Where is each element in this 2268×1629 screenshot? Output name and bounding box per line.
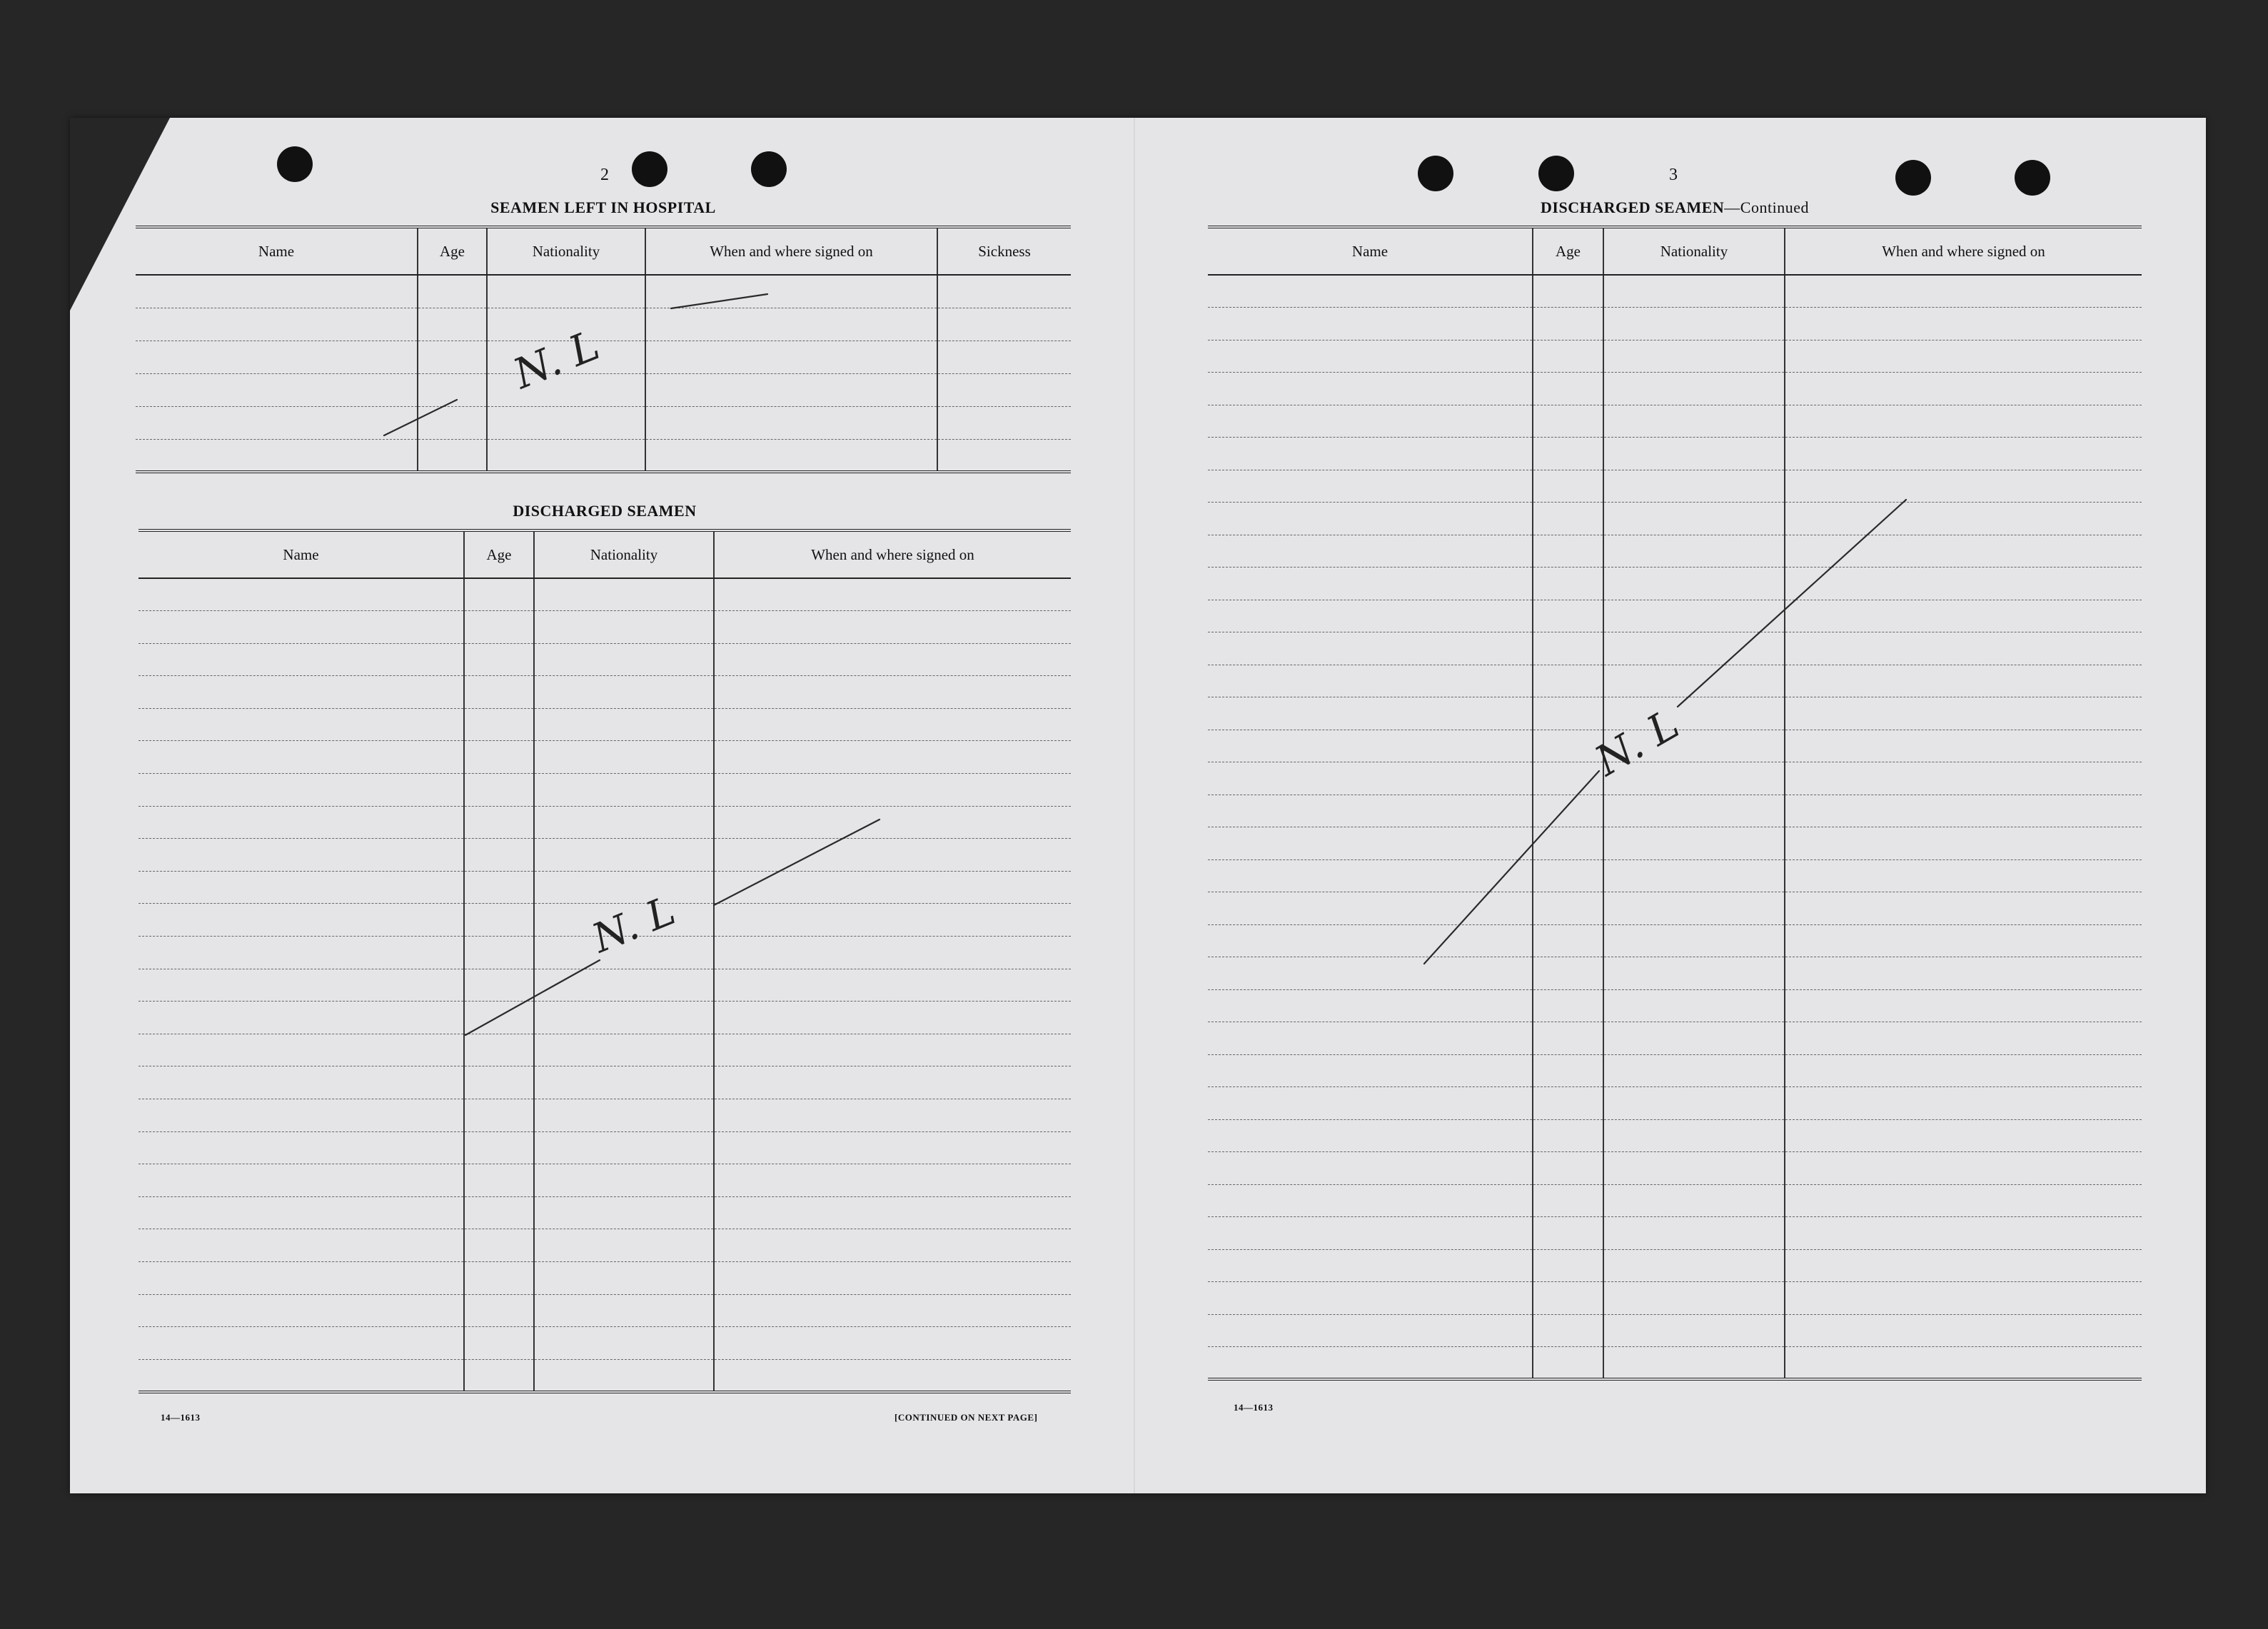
strike-line bbox=[384, 400, 457, 435]
annotation-nil: N. L bbox=[506, 321, 606, 398]
right-form-number: 14—1613 bbox=[1234, 1402, 1274, 1413]
right-page-number: 3 bbox=[1669, 166, 1678, 184]
col-header-age: Age bbox=[418, 227, 487, 275]
col-header-signed-on: When and where signed on bbox=[1785, 227, 2142, 275]
col-header-name: Name bbox=[1208, 227, 1533, 275]
annotation-nil: N. L bbox=[1587, 700, 1688, 786]
col-header-signed-on: When and where signed on bbox=[645, 227, 937, 275]
strike-line bbox=[1424, 771, 1599, 964]
right-title-suffix: —Continued bbox=[1724, 198, 1809, 216]
annotation-nil: N. L bbox=[585, 887, 682, 962]
left-page-number: 2 bbox=[600, 166, 609, 184]
col-header-nationality: Nationality bbox=[534, 530, 714, 578]
col-header-name: Name bbox=[136, 227, 418, 275]
col-header-age: Age bbox=[1533, 227, 1603, 275]
col-header-nationality: Nationality bbox=[487, 227, 645, 275]
col-header-signed-on: When and where signed on bbox=[714, 530, 1071, 578]
strike-line bbox=[671, 294, 767, 308]
left-form-number: 14—1613 bbox=[161, 1412, 201, 1423]
hospital-section-title: SEAMEN LEFT IN HOSPITAL bbox=[490, 198, 716, 216]
continued-note: [CONTINUED ON NEXT PAGE] bbox=[894, 1412, 1038, 1423]
strike-line bbox=[465, 960, 600, 1035]
col-header-nationality: Nationality bbox=[1603, 227, 1785, 275]
col-header-age: Age bbox=[464, 530, 534, 578]
strike-line bbox=[714, 819, 880, 905]
discharged-section-title: DISCHARGED SEAMEN bbox=[513, 502, 697, 520]
col-header-sickness: Sickness bbox=[937, 227, 1071, 275]
col-header-name: Name bbox=[138, 530, 464, 578]
strike-line bbox=[1678, 500, 1906, 707]
right-title-main: DISCHARGED SEAMEN bbox=[1541, 198, 1725, 216]
